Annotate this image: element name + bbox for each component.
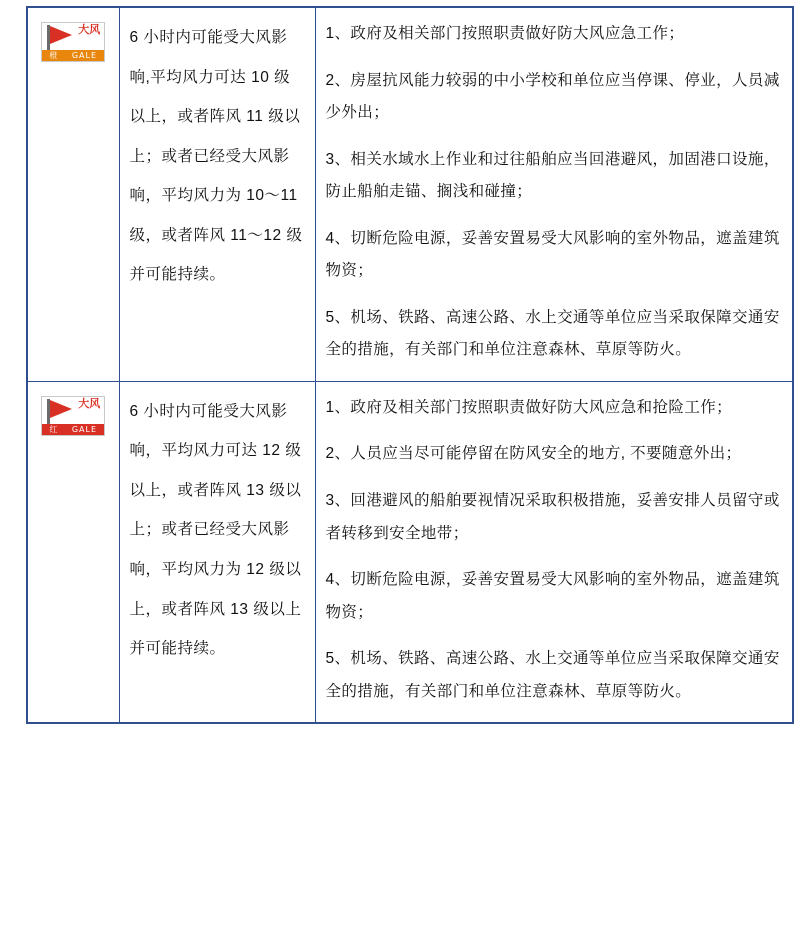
flag-triangle: [50, 400, 72, 418]
signal-level-en: GALE: [71, 424, 97, 434]
description-text: 6 小时内可能受大风影响,平均风力可达 10 级以上，或者阵风 11 级以上；或者已经受大风影响，平均风力为 10～11 级，或者阵风 11～12 级并可能持续。: [129, 29, 303, 284]
signal-title-cn: 大风: [78, 396, 101, 410]
table-row: [27, 7, 793, 381]
signal-bottom-bar: [42, 424, 104, 435]
flag-graphic: [45, 25, 75, 51]
flag-triangle: [50, 26, 72, 44]
red-gale-warning-icon: [41, 396, 105, 436]
gale-warning-table: [26, 6, 794, 724]
signal-icon-cell: [27, 381, 119, 723]
document-page: [0, 6, 800, 940]
description-cell: [119, 7, 315, 381]
measure-item: 2、房屋抗风能力较弱的中小学校和单位应当停课、停业，人员减少外出；: [325, 71, 780, 122]
measure-item: 5、机场、铁路、高速公路、水上交通等单位应当采取保障交通安全的措施，有关部门和单位注意森林、草原等防火。: [325, 650, 780, 700]
measure-item: 4、切断危险电源，妥善安置易受大风影响的室外物品，遮盖建筑物资；: [325, 229, 780, 280]
flag-graphic: [45, 399, 75, 425]
signal-bottom-bar: [42, 50, 104, 61]
measure-item: 3、回港避风的船舶要视情况采取积极措施，妥善安排人员留守或者转移到安全地带；: [325, 492, 780, 542]
measure-item: 4、切断危险电源，妥善安置易受大风影响的室外物品，遮盖建筑物资；: [325, 571, 780, 621]
description-cell: [119, 381, 315, 723]
signal-icon-cell: [27, 7, 119, 381]
measure-item: 1、政府及相关部门按照职责做好防大风应急和抢险工作；: [325, 398, 733, 416]
measure-item: 2、人员应当尽可能停留在防风安全的地方, 不要随意外出；: [325, 445, 742, 463]
signal-title-cn: 大风: [78, 23, 101, 36]
signal-level-cn: 红: [49, 424, 58, 434]
orange-gale-warning-icon: [41, 22, 105, 62]
measures-cell: [315, 7, 793, 381]
measure-item: 5、机场、铁路、高速公路、水上交通等单位应当采取保障交通安全的措施，有关部门和单位注意森林、草原等防火。: [325, 308, 780, 359]
measures-cell: [315, 381, 793, 723]
measure-item: 3、相关水域水上作业和过往船舶应当回港避风，加固港口设施，防止船舶走锚、搁浅和碰撞；: [325, 150, 780, 201]
signal-level-cn: 橙: [49, 51, 58, 60]
description-text: 6 小时内可能受大风影响，平均风力可达 12 级以上，或者阵风 13 级以上；或者已经受大风影响，平均风力为 12 级以上，或者阵风 13 级以上并可能持续。: [129, 402, 302, 658]
signal-level-en: GALE: [71, 51, 97, 60]
table-row: [27, 381, 793, 723]
measure-item: 1、政府及相关部门按照职责做好防大风应急工作；: [325, 25, 685, 42]
